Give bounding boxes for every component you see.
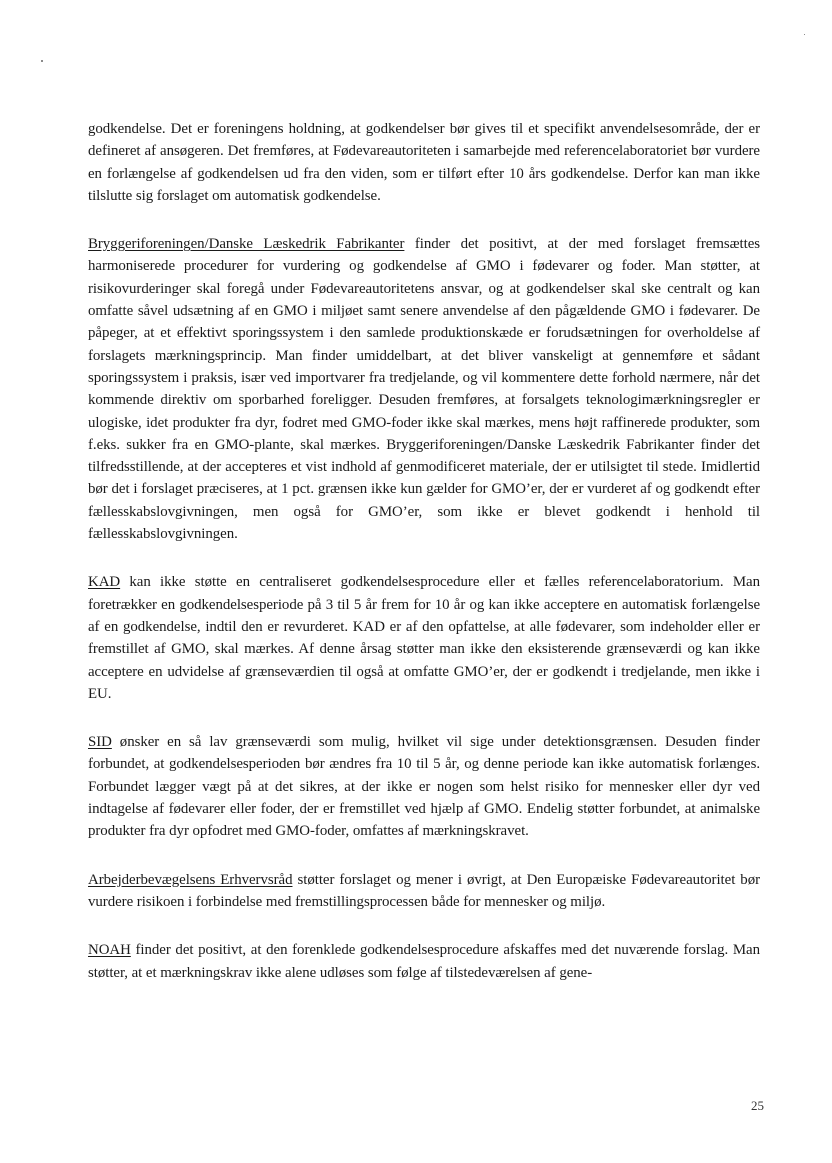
paragraph-text: finder det positivt, at den forenklede godkendelsesprocedure afskaffes med det nuværende forslag. Man støtter, at et mærkningskrav ikke alene udløses som følge af tilstedeværelsen af gene- (88, 942, 760, 981)
paragraph-5 (88, 869, 760, 914)
paragraph-text: kan ikke støtte en centraliseret godkendelsesprocedure eller et fælles referencelaboratorium. Man foretrækker en godkendelsesperiode på 3 til 5 år frem for 10 år og kan ikke acceptere en automatisk forlængelse af en godkendelse, indtil den er revurderet. KAD er af den opfattelse, at alle fødevarer, som indeholder eller er fremstillet af GMO, skal mærkes. Af denne årsag støtter man ikke den eksisterende grænseværdi og kan ikke acceptere en udvidelse af grænseværdien til også at omfatte GMO’er, der er godkendt i tredjelande, men ikke i EU. (88, 574, 760, 702)
paragraph-text: finder det positivt, at der med forslaget fremsættes harmoniserede procedurer for vurdering og godkendelse af GMO i fødevarer og foder. Man støtter, at risikovurderinger skal foregå under Fødevareautoritetens ansvar, og at godkendelser skal ske centralt og kan omfatte såvel udsætning af en GMO i miljøet samt senere anvendelse af den pågældende GMO i fødevarer. De påpeger, at et effektivt sporingssystem i den samlede produktionskæde er forudsætningen for overholdelse af forslagets mærkningsprincip. Man finder umiddelbart, at det bliver vanskeligt at gennemføre et sådant sporingssystem i praksis, især ved importvarer fra tredjelande, og vil kommentere dette forhold nærmere, når det kommende direktiv om sporbarhed foreligger. Desuden fremføres, at forsalgets teknologimærkningsregler er ulogiske, idet produkter fra dyr, fodret med GMO-foder ikke skal mærkes, mens højt raffinerede produkter, som f.eks. sukker fra en GMO-plante, skal mærkes. Bryggeriforeningen/Danske Læskedrik Fabrikanter finder det tilfredsstillende, at der accepteres et vist indhold af genmodificeret materiale, der er utilsigtet til stede. Imidlertid bør det i forslaget præciseres, at 1 pct. grænsen ikke kun gælder for GMO’er, der er vurderet af og godkendt efter fællesskabslovgivningen, men også for GMO’er, som ikke er blevet godkendt i henhold til fællesskabslovgivningen. (88, 236, 760, 543)
paragraph-4 (88, 731, 760, 842)
scan-speck (41, 60, 43, 62)
organisation-name: KAD (88, 574, 121, 591)
paragraph-1 (88, 118, 760, 207)
organisation-name: SID (88, 734, 112, 751)
document-page (88, 118, 760, 1010)
paragraph-2 (88, 233, 760, 545)
paragraph-text: støtter forslaget og mener i øvrigt, at Den Europæiske Fødevareautoritet bør vurdere risikoen i forbindelse med fremstillingsprocessen både for mennesker og miljø. (88, 871, 761, 910)
paragraph-text: godkendelse. Det er foreningens holdning, at godkendelser bør gives til et specifikt anvendelsesområde, der er defineret af ansøgeren. Det fremføres, at Fødevareautoriteten i samarbejde med referencelaboratoriet bør vurdere en forlængelse af godkendelsen ud fra den viden, som er tilført efter 10 års godkendelse. Derfor kan man ikke tilslutte sig forslaget om automatisk godkendelse. (88, 121, 760, 204)
page-number: 25 (751, 1098, 764, 1113)
scan-speck (804, 34, 805, 35)
paragraph-3 (88, 571, 760, 705)
organisation-name: Arbejderbevægelsens Erhvervsråd (88, 871, 293, 888)
paragraph-6 (88, 939, 760, 984)
paragraph-text: ønsker en så lav grænseværdi som mulig, hvilket vil sige under detektionsgrænsen. Desuden finder forbundet, at godkendelsesperioden bør ændres fra 10 til 5 år, og denne periode kan ikke automatisk forlænges. Forbundet lægger vægt på at det sikres, at der ikke er nogen som helst risiko for mennesker eller dyr ved indtagelse af fødevarer eller foder, der er fremstillet ved hjælp af GMO. Endelig støtter forbundet, at animalske produkter fra dyr opfodret med GMO-foder, omfattes af mærkningskravet. (88, 734, 760, 840)
organisation-name: NOAH (88, 942, 131, 959)
organisation-name: Bryggeriforeningen/Danske Læskedrik Fabrikanter (88, 236, 405, 253)
